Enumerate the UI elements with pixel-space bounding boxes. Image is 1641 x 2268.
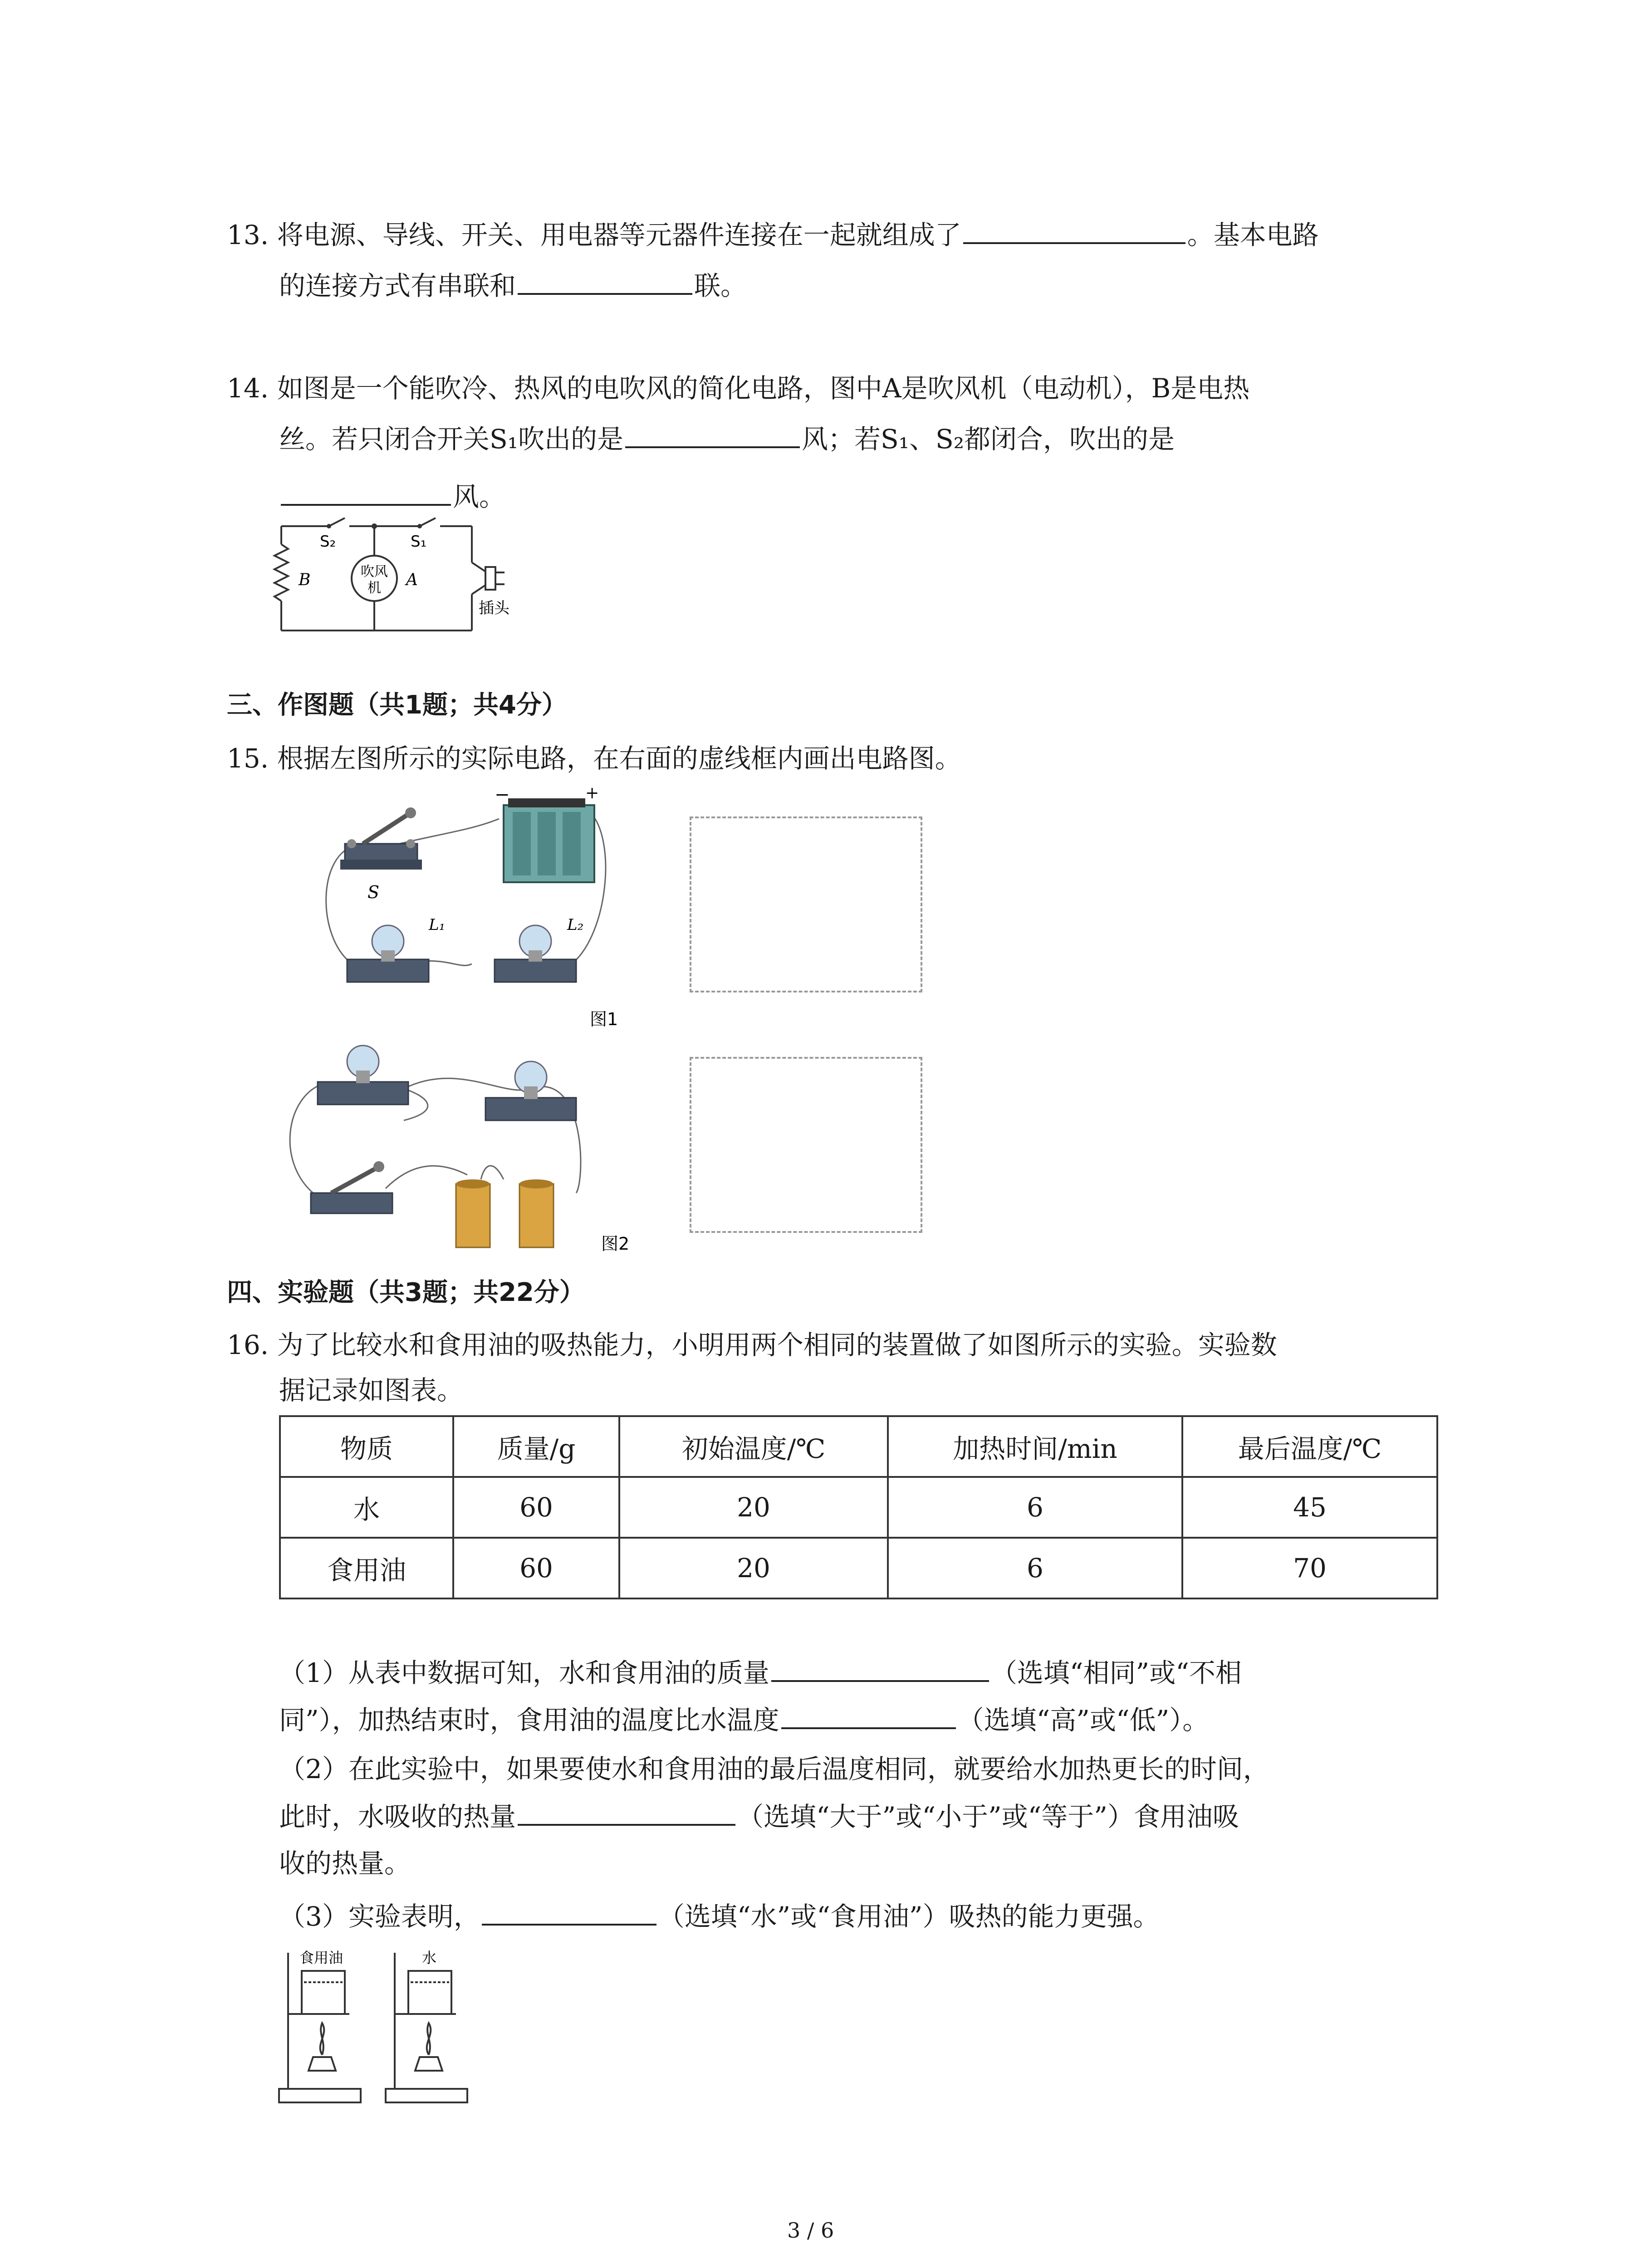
answer-blank[interactable]: [482, 1898, 656, 1926]
q16-text: 为了比较水和食用油的吸热能力，小明用两个相同的装置做了如图所示的实验。实验数: [277, 1330, 1277, 1360]
q16-line2: 据记录如图表。: [279, 1375, 464, 1406]
q16-text: （选填“相同”或“不相: [990, 1657, 1242, 1688]
q16-text: 此时，水吸收的热量: [279, 1801, 516, 1832]
table-cell: 60: [453, 1538, 619, 1598]
motor-label-2: 机: [367, 580, 381, 596]
q16-text: （选填“大于”或“小于”或“等于”）食用油吸: [737, 1801, 1239, 1832]
hair-dryer-circuit-figure: [272, 513, 535, 644]
table-row: [280, 1477, 1437, 1538]
table-header: 初始温度/℃: [619, 1416, 888, 1477]
table-header: 质量/g: [453, 1416, 619, 1477]
oil-label: 食用油: [299, 1949, 343, 1966]
q16-text: 同”），加热结束时，食用油的温度比水温度: [279, 1705, 779, 1735]
label-b: B: [299, 571, 311, 589]
q16-p2-line3: 收的热量。: [279, 1848, 411, 1879]
q14-line1: [227, 370, 1249, 406]
section-heading: 四、实验题（共3题；共22分）: [227, 1278, 585, 1307]
minus-sign: −: [495, 785, 510, 805]
label-s: S: [367, 882, 380, 902]
q16-text: （1）从表中数据可知，水和食用油的质量: [279, 1657, 769, 1688]
figure-caption: 图1: [590, 1009, 618, 1029]
plug-label: 插头: [479, 599, 509, 617]
q14-line2: [279, 421, 1175, 457]
q14-text: 如图是一个能吹冷、热风的电吹风的简化电路，图中A是吹风机（电动机），B是电热: [277, 373, 1250, 404]
q16-p1-line1: [279, 1655, 1242, 1691]
q14-text: 风。: [453, 481, 506, 512]
answer-blank[interactable]: [771, 1655, 989, 1682]
label-l2: L₂: [567, 916, 584, 934]
label-s1: S₁: [411, 533, 427, 551]
question-number: 13.: [227, 220, 269, 250]
answer-blank[interactable]: [518, 268, 692, 295]
real-circuit-figure-1: [299, 785, 653, 1039]
q13-line2: [279, 268, 747, 304]
label-a: A: [406, 571, 418, 589]
label-l1: L₁: [429, 916, 446, 934]
q14-line3: [279, 479, 505, 515]
answer-blank[interactable]: [625, 421, 800, 448]
q16-p1-line2: [279, 1702, 1209, 1738]
table-cell: 20: [619, 1538, 888, 1598]
q16-line1: [227, 1327, 1277, 1363]
q16-text: （选填“高”或“低”）。: [957, 1705, 1209, 1735]
answer-blank[interactable]: [281, 479, 451, 506]
table-cell: 6: [888, 1477, 1182, 1538]
q13-text: 的连接方式有串联和: [279, 270, 516, 301]
q16-text: （3）实验表明，: [279, 1901, 480, 1932]
table-cell: 6: [888, 1538, 1182, 1598]
question-number: 14.: [227, 373, 269, 404]
real-circuit-figure-2: [268, 1043, 658, 1256]
table-cell: 45: [1182, 1477, 1437, 1538]
table-cell: 20: [619, 1477, 888, 1538]
table-row: [280, 1538, 1437, 1598]
q16-text: （选填“水”或“食用油”）吸热的能力更强。: [658, 1901, 1160, 1932]
q15-line1: [227, 740, 961, 777]
drawing-box-2[interactable]: [690, 1057, 922, 1233]
q16-p3: [279, 1898, 1160, 1935]
q13-line1: [227, 217, 1319, 253]
q13-text: 将电源、导线、开关、用电器等元器件连接在一起就组成了: [277, 220, 961, 250]
q13-text: 。基本电路: [1187, 220, 1319, 250]
page-number: 3 / 6: [787, 2218, 834, 2243]
table-header-row: [280, 1416, 1437, 1477]
answer-blank[interactable]: [963, 217, 1185, 244]
motor-label-1: 吹风: [361, 564, 388, 580]
question-number: 15.: [227, 743, 269, 774]
table-cell: 食用油: [280, 1538, 453, 1598]
table-cell: 70: [1182, 1538, 1437, 1598]
q16-p2-line1: （2）在此实验中，如果要使水和食用油的最后温度相同，就要给水加热更长的时间，: [279, 1754, 1269, 1784]
q14-text: 丝。若只闭合开关S₁吹出的是: [279, 424, 623, 455]
data-table: [279, 1415, 1438, 1599]
water-label: 水: [422, 1949, 437, 1966]
question-number: 16.: [227, 1330, 269, 1360]
section-heading: 三、作图题（共1题；共4分）: [227, 690, 567, 720]
heating-apparatus-figure: [277, 1944, 476, 2112]
plus-sign: +: [585, 785, 599, 802]
answer-blank[interactable]: [781, 1702, 956, 1729]
q15-text: 根据左图所示的实际电路，在右面的虚线框内画出电路图。: [277, 743, 961, 774]
table-header: 最后温度/℃: [1182, 1416, 1437, 1477]
q16-p2-line2: [279, 1799, 1239, 1835]
answer-blank[interactable]: [518, 1799, 735, 1826]
q14-text: 风；若S₁、S₂都闭合，吹出的是: [802, 424, 1175, 455]
table-cell: 60: [453, 1477, 619, 1538]
figure-caption: 图2: [601, 1234, 630, 1254]
table-header: 加热时间/min: [888, 1416, 1182, 1477]
label-s2: S₂: [320, 533, 336, 551]
q13-text: 联。: [694, 270, 747, 301]
drawing-box-1[interactable]: [690, 816, 922, 992]
table-header: 物质: [280, 1416, 453, 1477]
table-cell: 水: [280, 1477, 453, 1538]
